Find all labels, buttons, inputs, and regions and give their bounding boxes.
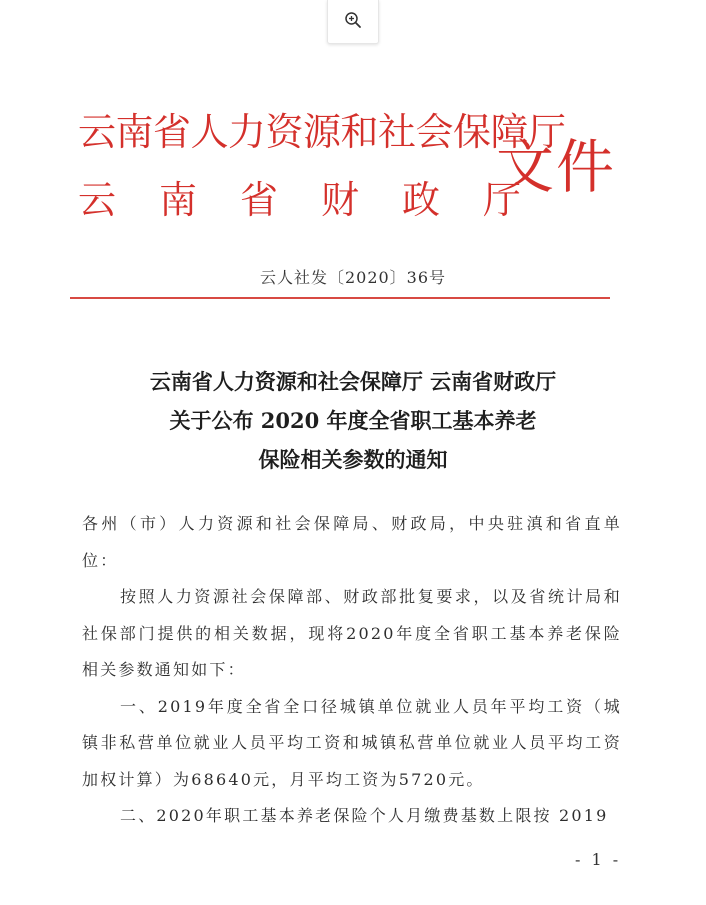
agency-name-hrss: 云南省人力资源和社会保障厅: [78, 110, 566, 154]
document-type-label: 文件: [496, 133, 617, 201]
body-paragraph: 一、2019年度全省全口径城镇单位就业人员年平均工资（城镇非私营单位就业人员平均工资和城镇私营单位就业人员平均工资加权计算）为68640元，月平均工资为5720元。: [82, 696, 622, 789]
document-number: 云人社发〔2020〕36号: [259, 268, 447, 287]
red-divider-line: [70, 297, 610, 299]
body-paragraph: 按照人力资源社会保障部、财政部批复要求，以及省统计局和社保部门提供的相关数据，现将2020年度全省职工基本养老保险相关参数通知如下：: [82, 587, 622, 679]
zoom-in-icon: [344, 11, 362, 33]
document-title: [0, 362, 706, 479]
document-body: [82, 506, 622, 835]
title-line-2: 关于公布 2020 年度全省职工基本养老: [169, 408, 537, 433]
body-paragraph: 二、2020年职工基本养老保险个人月缴费基数上限按 2019: [120, 806, 609, 825]
page-number: - 1 -: [575, 850, 622, 869]
document-header: [78, 108, 618, 238]
title-line-3: 保险相关参数的通知: [258, 447, 448, 472]
title-line-1: 云南省人力资源和社会保障厅 云南省财政厅: [149, 369, 557, 394]
zoom-in-button[interactable]: [327, 0, 379, 44]
agency-name-finance: 云南省财政厅: [78, 178, 565, 222]
salutation: 各州（市）人力资源和社会保障局、财政局，中央驻滇和省直单位：: [82, 514, 622, 570]
